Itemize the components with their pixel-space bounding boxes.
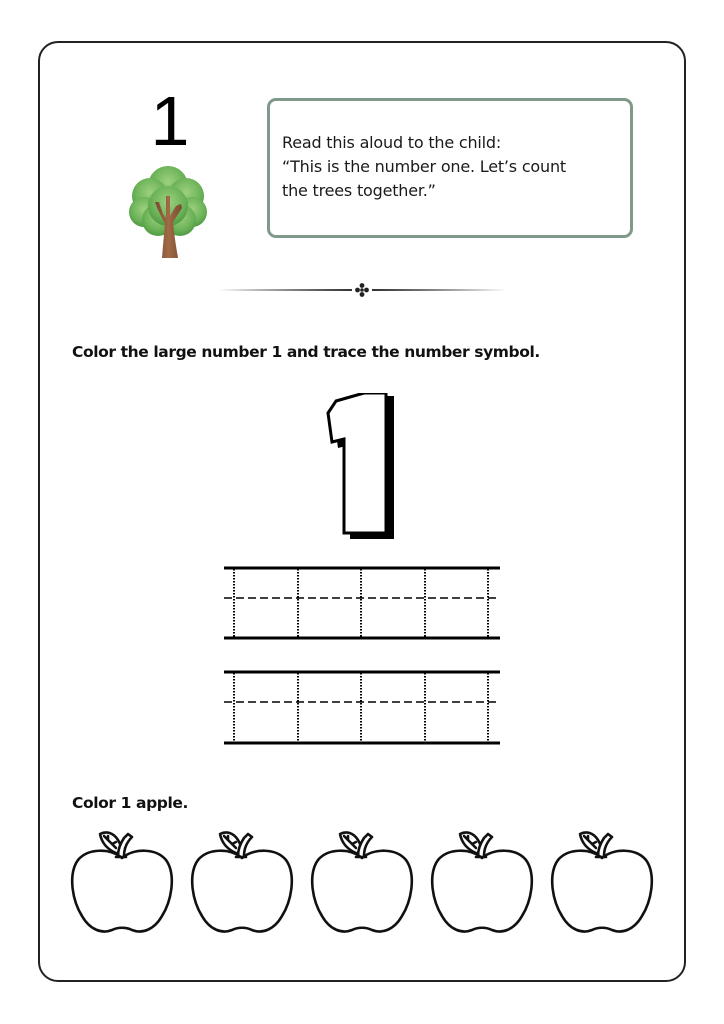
fleuron-icon [355,283,369,297]
instruction-color-and-trace: Color the large number 1 and trace the number symbol. [72,343,540,361]
ornamental-divider [218,282,506,298]
apple-icon[interactable] [190,826,294,936]
tracing-row-2[interactable] [222,668,502,748]
read-aloud-quote-line1: “This is the number one. Let’s count [282,157,566,176]
tree-icon [124,160,212,260]
read-aloud-quote-line2: the trees together.” [282,181,436,200]
heading-numeral: 1 [150,82,190,160]
apples-row [68,826,658,936]
apple-icon[interactable] [310,826,414,936]
tracing-row-1[interactable] [222,564,502,644]
read-aloud-box [267,98,633,238]
apple-icon[interactable] [430,826,534,936]
apple-icon[interactable] [550,826,654,936]
outline-numeral-one[interactable] [318,393,402,543]
apple-icon[interactable] [70,826,174,936]
instruction-color-apples: Color 1 apple. [72,794,188,812]
read-aloud-prompt: Read this aloud to the child: [282,133,502,152]
